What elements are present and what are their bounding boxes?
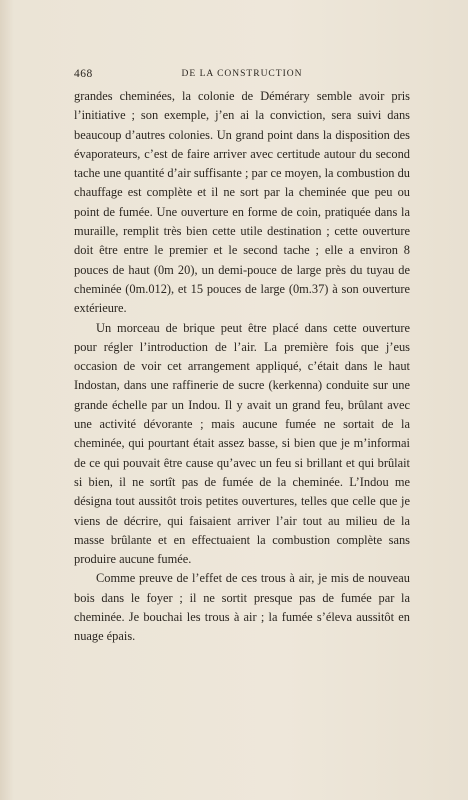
paragraph-2: Un morceau de brique peut être placé dans cette ouverture pour régler l’introduction de l’air. La première fois que j’eus occasion de voir cet arrangement appliqué, c’était dans le haut Indostan, dans une raffinerie de sucre (kerkenna) conduite sur une grande échelle par un Indou. Il y avait un grand feu, brûlant avec une activité dévorante ; mais aucune fumée ne sortait de la cheminée, qui pourtant était assez basse, si bien que je m’informai de ce qui pouvait être cause qu’avec un feu si brillant et qui brûlait si bien, il ne sortît pas de fumée de la cheminée. L’Indou me désigna tout aussitôt trois petites ouvertures, telles que celle que je viens de décrire, qui faisaient arriver l’air tout au milieu de la masse brûlante et en effectuaient la combustion complète sans produire aucune fumée. <box>74 320 410 567</box>
paragraph-1: grandes cheminées, la colonie de Démérary semble avoir pris l’initiative ; son exemple, j’en ai la conviction, sera suivi dans beaucoup d’autres colonies. Un grand point dans la disposition des évaporateurs, c’est de faire arriver avec certitude autour du second tache une quantité d’air suffisante ; par ce moyen, la combustion du chauffage est complète et il ne sort par la cheminée que peu ou point de fumée. Une ouverture en forme de coin, pratiquée dans la muraille, remplit très bien cette utile destination ; cette ouverture doit être entre le premier et le second tache ; elle a environ 8 pouces de haut (0m 20), un demi-pouce de large près du tuyau de cheminée (0m.012), et 15 pouces de large (0m.37) à son ouverture extérieure. <box>74 89 410 316</box>
body-text <box>74 87 410 647</box>
paragraph-3: Comme preuve de l’effet de ces trous à air, je mis de nouveau bois dans le foyer ; il ne sortit presque pas de fumée par la cheminée. Je bouchai les trous à air ; la fumée s’éleva aussitôt en nuage épais. <box>74 571 410 644</box>
page-header <box>74 68 410 82</box>
page-number: 468 <box>74 68 93 80</box>
running-head: DE LA CONSTRUCTION <box>181 69 303 79</box>
